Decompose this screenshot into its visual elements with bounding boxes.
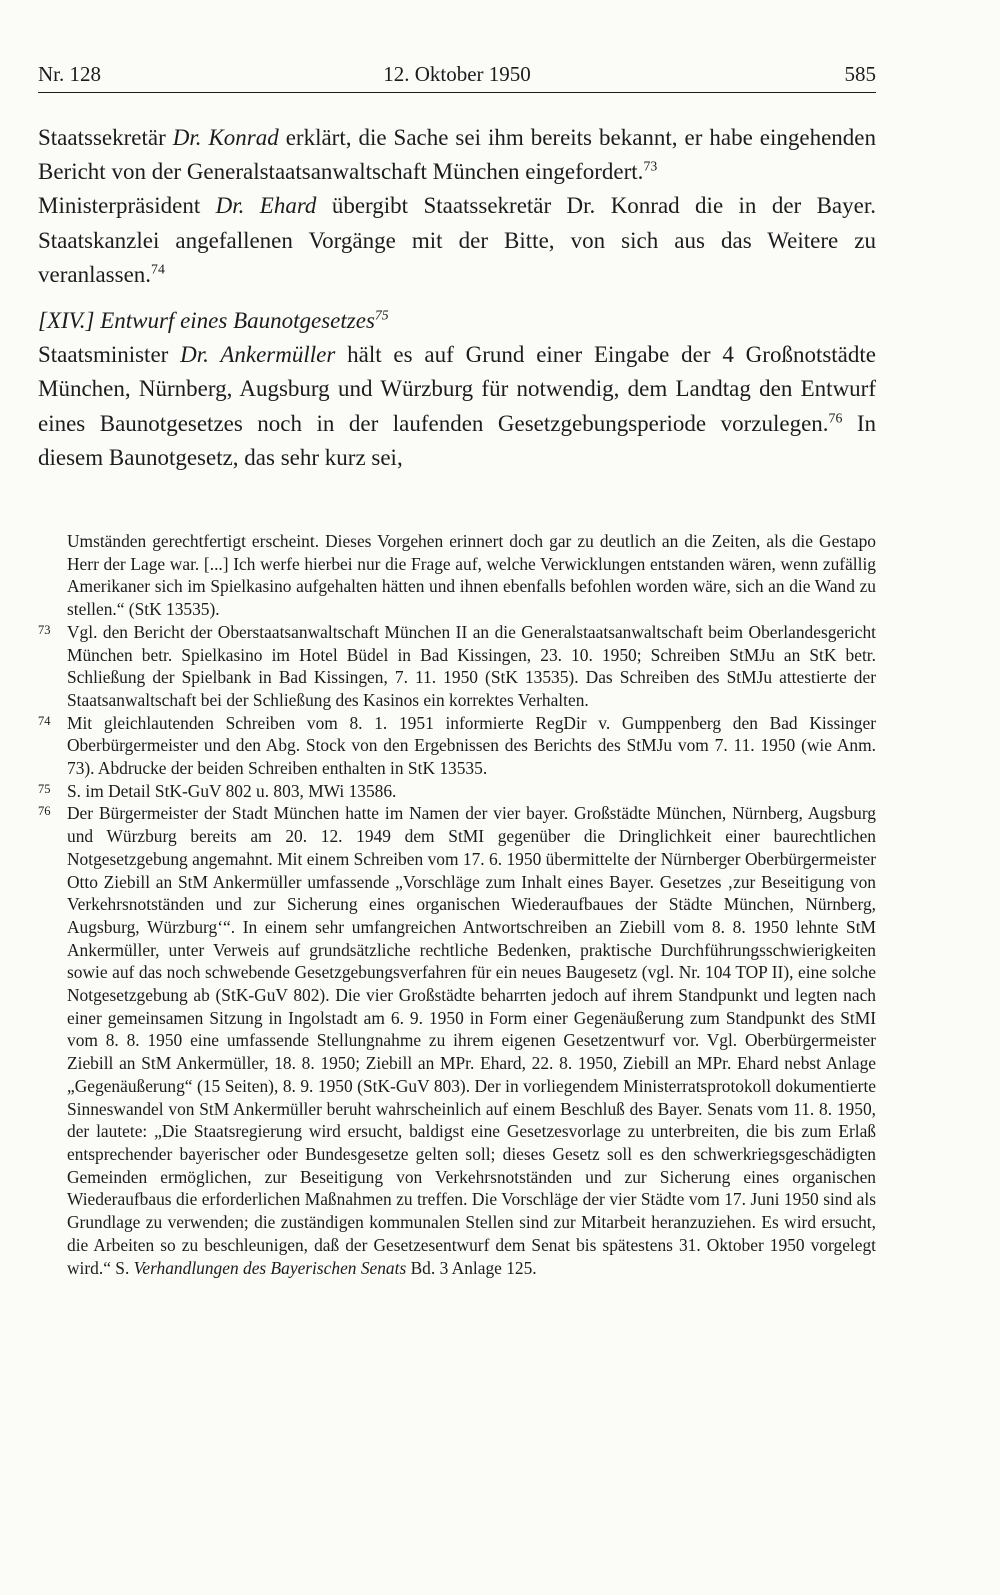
source-title: Verhandlungen des Bayerischen Senats bbox=[133, 1257, 407, 1278]
section-heading bbox=[38, 304, 876, 338]
text-run: In diesem Baunotgesetz, das sehr kurz sei, bbox=[38, 410, 876, 470]
running-header bbox=[38, 62, 876, 93]
footnote-text: Der Bürgermeister der Stadt München hatte im Namen der vier bayer. Großstädte München, Nürnberg, Augsburg und Würzburg bereits am 20. 12. 1949 dem StMI gegenüber die Dringlichkeit einer baurechtlichen Notgesetzgebung angemahnt. Mit einem Schreiben vom 17. 6. 1950 übermittelte der Nürnberger Oberbürgermeister Otto Ziebill an StM Ankermüller umfassende „Vorschläge zum Inhalt eines Bayer. Gesetzes ‚zur Beseitigung von Verkehrsnotständen und zur Sicherung eines organischen Wiederaufbaues der Städte München, Nürnberg, Augsburg, Würzburg‘“. In einem sehr umfangreichen Antwortschreiben an Ziebill vom 8. 8. 1950 lehnte StM Ankermüller, unter Verweis auf grundsätzliche rechtliche Bedenken, praktische Durchführungsschwierigkeiten sowie auf das noch schwebende Gesetzgebungsverfahren für ein neues Baugesetz (vgl. Nr. 104 TOP II), eine solche Notgesetzgebung ab (StK-GuV 802). Die vier Großstädte beharrten jedoch auf ihrem Standpunkt und legten nach einer gemeinsamen Sitzung in Ingolstadt am 6. 9. 1950 in Form einer Gegenäußerung zum Standpunkt des StMI vom 8. 8. 1950 eine umfassende Stellungnahme zu ihrem eigenen Gesetzentwurf vor. Vgl. Oberbürgermeister Ziebill an StM Ankermüller, 18. 8. 1950; Ziebill an MPr. Ehard, 22. 8. 1950, Ziebill an MPr. Ehard nebst Anlage „Gegenäußerung“ (15 Seiten), 8. 9. 1950 (StK-GuV 803). Der in vorliegendem Ministerratsprotokoll dokumentierte Sinneswandel von StM Ankermüller beruht wahrscheinlich auf einem Beschluß des Bayer. Senats vom 11. 8. 1950, der lautete: „Die Staatsregierung wird ersucht, baldigst eine Gesetzesvorlage zu unterbreiten, die bis zum Erlaß entsprechender bayerischer oder Bundesgesetze gelten soll; dieses Gesetz soll es den schwerkriegsgeschädigten Gemeinden ermöglichen, zur Beseitigung von Verkehrsnotständen und zur Sicherung eines organischen Wiederaufbaus die erforderlichen Maßnahmen zu treffen. Die Vorschläge der vier Städte vom 17. Juni 1950 sind als Grundlage zu verwenden; die zuständigen kommunalen Stellen sind zur Mitarbeit heranzuziehen. Es wird ersucht, die Arbeiten so zu beschleunigen, daß der Gesetzesentwurf dem Senat bis spätestens 31. Oktober 1950 vorgelegt wird.“ S. bbox=[67, 803, 876, 1278]
footnote-ref[interactable]: 75 bbox=[374, 307, 389, 323]
text-run: hält es auf Grund einer Eingabe der 4 Großnotstädte München, Nürnberg, Augsburg und Würzburg für notwendig, dem Landtag den Entwurf eines Baunotgesetzes noch in der laufenden Gesetzgebungsperiode vorzulegen. bbox=[38, 342, 876, 436]
section-number: XIV. bbox=[46, 308, 86, 334]
footnote-text: Mit gleichlautenden Schreiben vom 8. 1. 1951 informierte RegDir v. Gumppenberg den Bad Kissinger Oberbürgermeister und den Abg. Stock von den Ergebnissen des Berichts des StMJu vom 7. 11. 1950 (wie Anm. 73). Abdrucke der beiden Schreiben enthalten in StK 13535. bbox=[67, 712, 876, 779]
footnote-ref[interactable]: 73 bbox=[643, 158, 658, 174]
header-date: 12. Oktober 1950 bbox=[383, 62, 531, 86]
footnote-ref[interactable]: 74 bbox=[151, 261, 165, 277]
text-run: Staatsminister bbox=[38, 342, 181, 368]
footnotes-section bbox=[38, 530, 876, 1279]
footnote-75 bbox=[38, 780, 876, 803]
text-run: übergibt Staatssekretär Dr. Konrad die in der Bayer. Staatskanzlei angefallenen Vorgänge mit der Bitte, von sich aus das Weitere zu veranlassen. bbox=[38, 193, 876, 287]
footnote-text: S. im Detail StK-GuV 802 u. 803, MWi 13586. bbox=[67, 780, 397, 801]
speaker-name: Dr. Konrad bbox=[172, 125, 279, 150]
speaker-name: Dr. Ehard bbox=[215, 193, 317, 219]
footnote-continuation: Umständen gerechtfertigt erscheint. Dieses Vorgehen erinnert doch gar zu deutlich an die Zeiten, als die Gestapo Herr der Lage war. [...] Ich werfe hierbei nur die Frage auf, welche Verwicklungen entstanden wären, wenn zufällig Amerikaner sich im Spielkasino aufgehalten hätten und ihnen ebenfalls befohlen worden wäre, sich an die Wand zu stellen.“ (StK 13535). bbox=[67, 531, 876, 620]
speaker-name: Dr. Ankermüller bbox=[180, 342, 336, 368]
page-number: 585 bbox=[844, 62, 876, 86]
text-run: Ministerpräsident bbox=[38, 193, 216, 219]
text-run: erklärt, die Sache sei ihm bereits bekannt, er habe eingehenden Bericht von der Generalstaatsanwaltschaft München eingefordert. bbox=[38, 125, 876, 185]
footnote-73 bbox=[38, 621, 876, 712]
bracket: ] bbox=[85, 308, 101, 334]
footnote-number: 74 bbox=[38, 713, 51, 728]
footnote-74 bbox=[38, 712, 876, 780]
paragraph-ehard bbox=[38, 189, 876, 292]
main-text bbox=[38, 121, 876, 475]
footnote-number: 76 bbox=[38, 804, 51, 819]
section-title: Entwurf eines Baunotgesetzes bbox=[100, 308, 375, 334]
footnote-number: 75 bbox=[38, 781, 51, 796]
issue-number: Nr. 128 bbox=[38, 62, 101, 86]
footnote-76 bbox=[38, 802, 876, 1279]
footnote-text: Bd. 3 Anlage 125. bbox=[406, 1257, 537, 1278]
paragraph-konrad bbox=[38, 121, 876, 189]
paragraph-ankermueller bbox=[38, 338, 876, 475]
text-run: Staatssekretär bbox=[38, 125, 173, 150]
footnote-number: 73 bbox=[38, 622, 51, 637]
footnote-text: Vgl. den Bericht der Oberstaatsanwaltschaft München II an die Generalstaatsanwaltschaft beim Oberlandesgericht München betr. Spielkasino im Hotel Büdel in Bad Kissingen, 23. 10. 1950; Schreiben StMJu an StK betr. Schließung der Spielbank in Bad Kissingen, 7. 11. 1950 (StK 13535). Das Schreiben des StMJu attestierte der Staatsanwaltschaft bei der Schließung des Kasinos ein korrektes Verhalten. bbox=[67, 621, 876, 710]
bracket: [ bbox=[38, 308, 47, 334]
footnote-ref[interactable]: 76 bbox=[828, 409, 843, 425]
